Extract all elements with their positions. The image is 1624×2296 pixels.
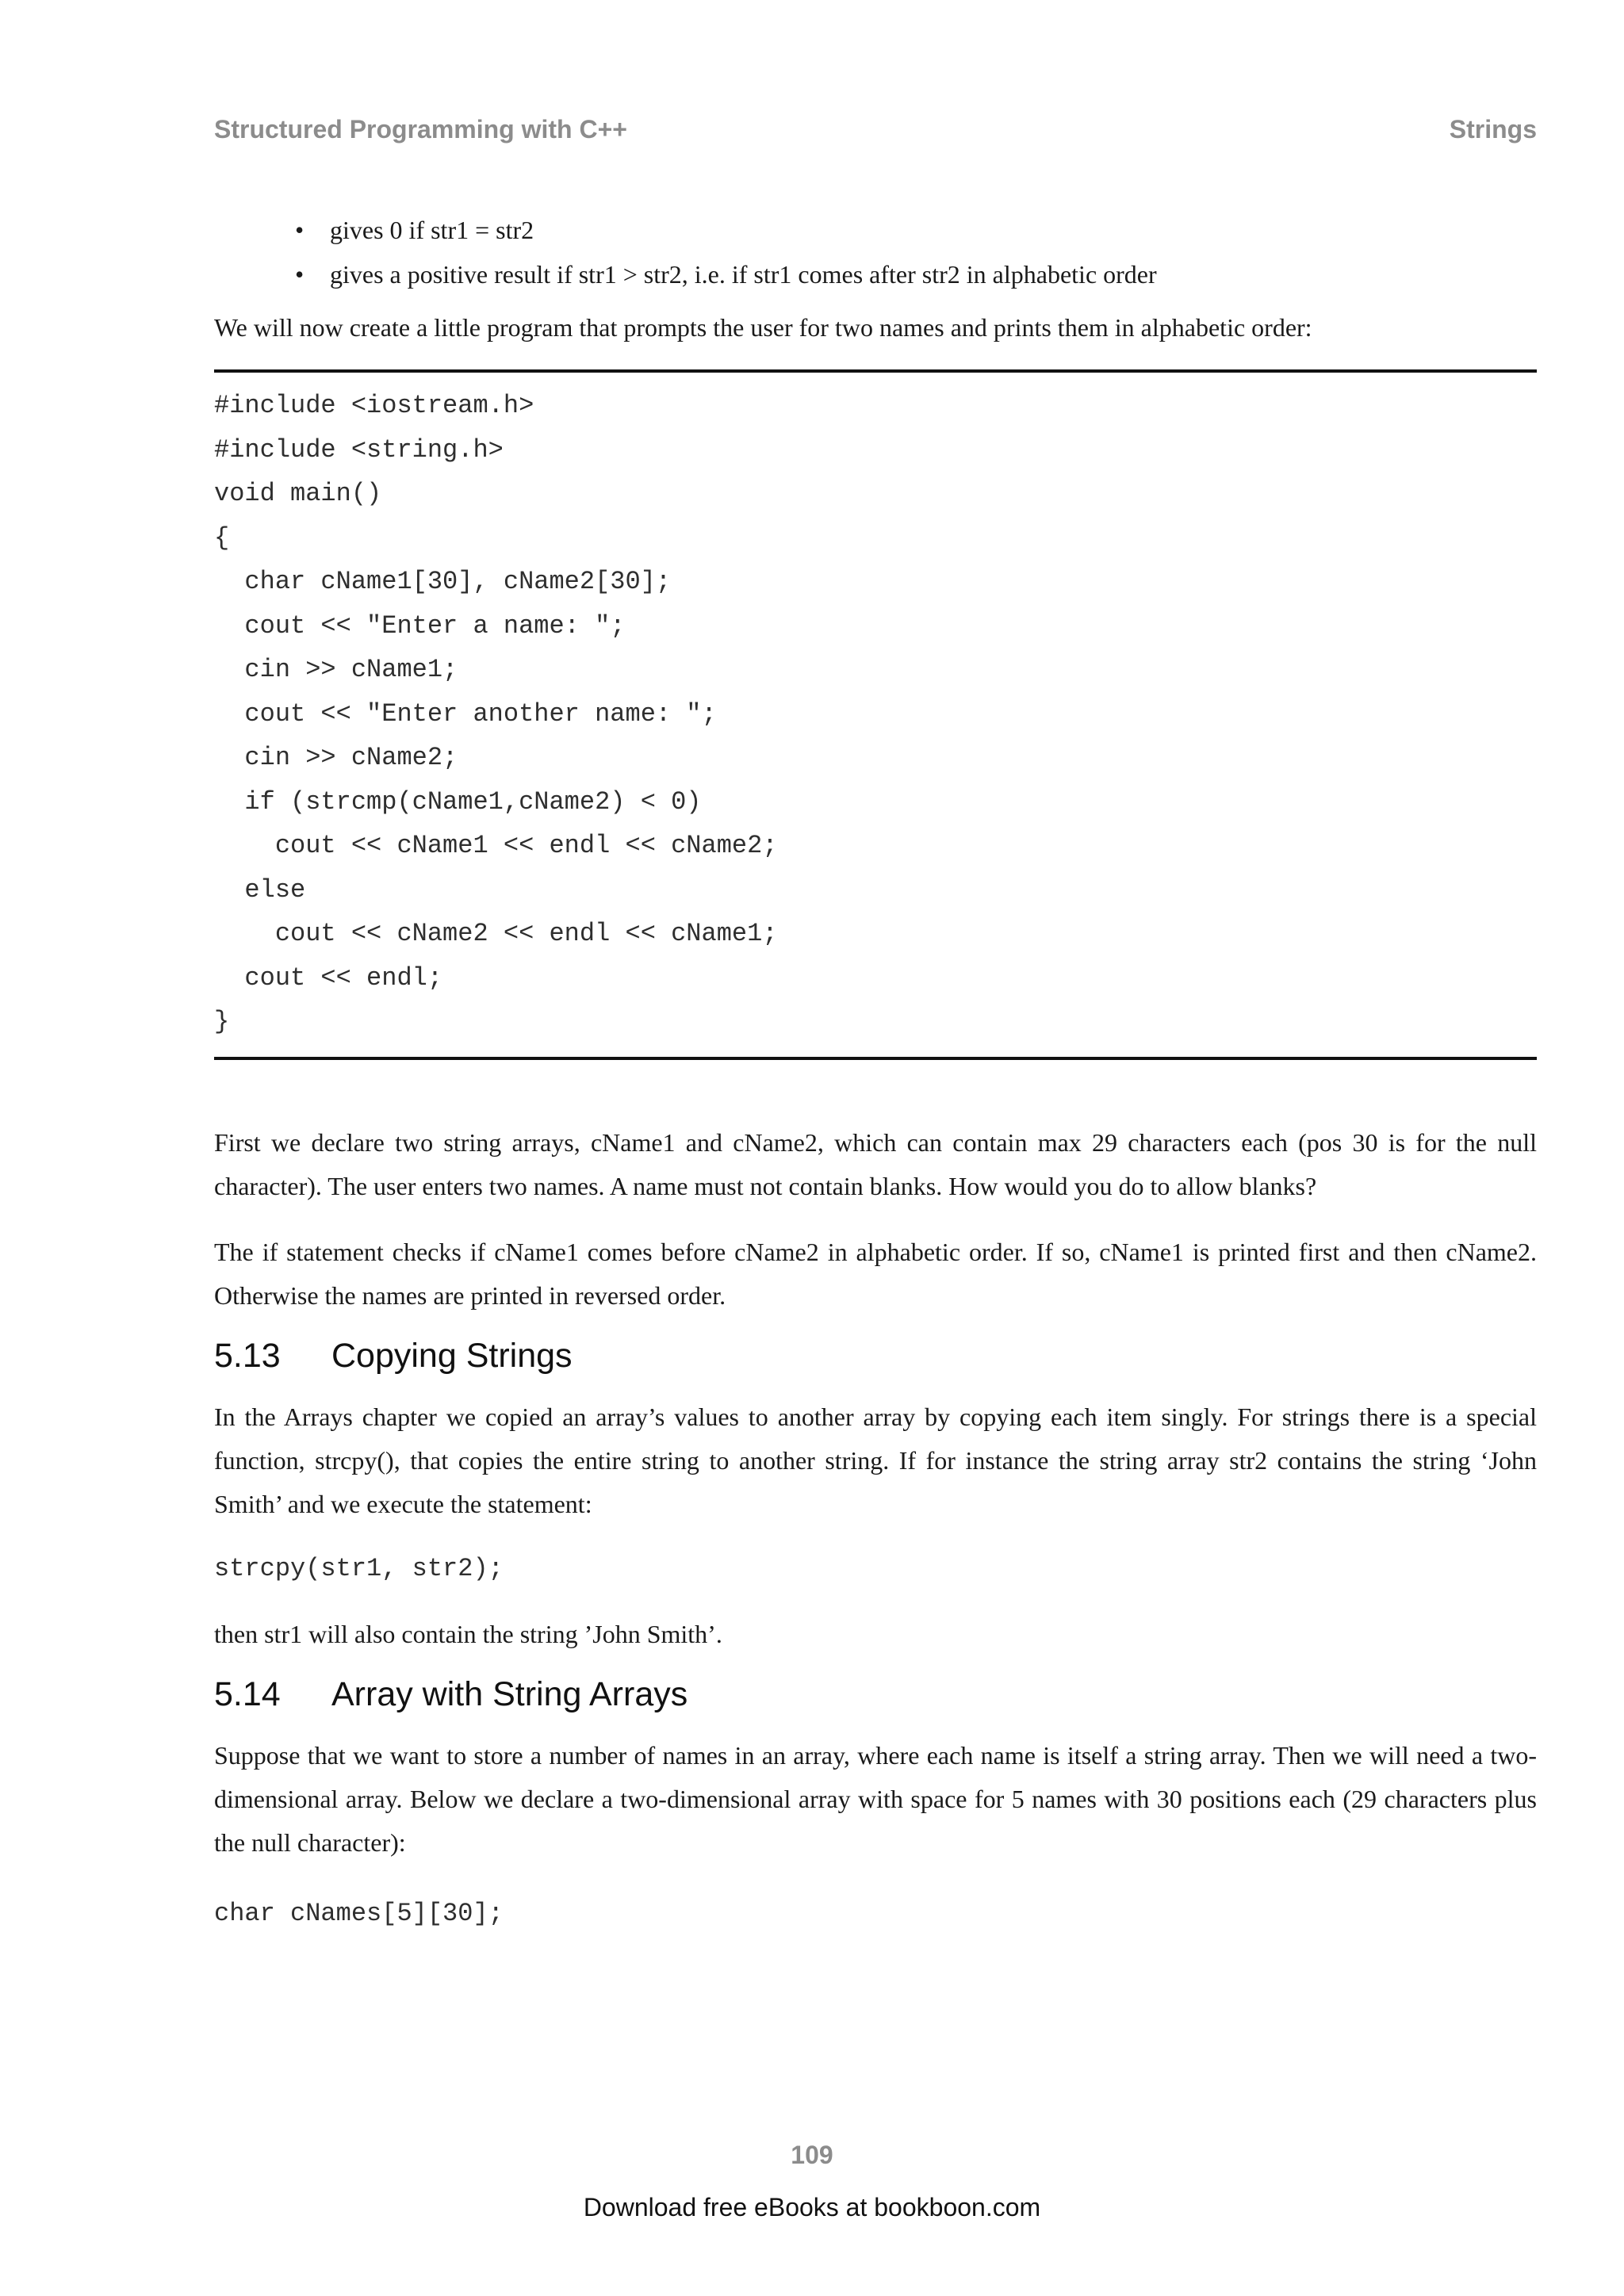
page-content (214, 208, 1537, 1930)
section-heading-array-with-string-arrays (214, 1672, 1537, 1716)
code-snippet: char cNames[5][30]; (214, 1898, 504, 1928)
section-paragraph: In the Arrays chapter we copied an array’s values to another array by copying each item singly. For strings there is a special function, strcpy(), that copies the entire string to another string. If for instance the string array str2 contains the string ‘John Smith’ and we execute the statement: (214, 1402, 1537, 1518)
list-item: • gives 0 if str1 = str2 (330, 208, 1537, 252)
section-number: 5.13 (214, 1336, 281, 1375)
code-snippet: strcpy(str1, str2); (214, 1553, 504, 1583)
section-paragraph: then str1 will also contain the string ’John Smith’. (214, 1619, 722, 1648)
explanation-paragraph: First we declare two string arrays, cName1 and cName2, which can contain max 29 characters each (pos 30 is for the null character). The user enters two names. A name must not contain blanks. How would you do to allow blanks? (214, 1127, 1537, 1200)
code-line: else (214, 874, 306, 905)
code-line: if (strcmp(cName1,cName2) < 0) (214, 786, 702, 817)
book-title: Structured Programming with C++ (214, 115, 627, 144)
code-line: } (214, 1007, 230, 1036)
section-heading-copying-strings (214, 1334, 1537, 1378)
code-listing (214, 369, 1537, 1060)
code-line: #include <string.h> (214, 434, 504, 465)
intro-paragraph: We will now create a little program that prompts the user for two names and prints them in alphabetic order: (214, 313, 1312, 342)
explanation-paragraph: The if statement checks if cName1 comes before cName2 in alphabetic order. If so, cName1 is printed first and then cName2. Otherwise the names are printed in reversed order. (214, 1237, 1537, 1310)
page-number: 109 (791, 2141, 833, 2169)
section-title: Copying Strings (331, 1336, 573, 1375)
code-line: cout << "Enter a name: "; (214, 610, 626, 641)
list-item: • gives a positive result if str1 > str2, i.e. if str1 comes after str2 in alphabetic order (330, 252, 1537, 297)
section-title: Array with String Arrays (331, 1674, 688, 1713)
code-line: #include <iostream.h> (214, 391, 534, 420)
chapter-title: Strings (1449, 115, 1537, 144)
code-line: cout << cName1 << endl << cName2; (214, 831, 778, 860)
code-line: char cName1[30], cName2[30]; (214, 567, 672, 596)
section-number: 5.14 (214, 1674, 281, 1713)
code-line: { (214, 522, 230, 553)
code-line: cin >> cName1; (214, 655, 458, 684)
bullet-list (214, 208, 1537, 297)
footer-link[interactable]: Download free eBooks at bookboon.com (583, 2193, 1041, 2221)
code-line: cout << cName2 << endl << cName1; (214, 919, 778, 948)
code-line: void main() (214, 479, 382, 508)
code-line: cout << endl; (214, 962, 443, 993)
section-paragraph: Suppose that we want to store a number of names in an array, where each name is itself a string array. Then we will need a two-dimensional array. Below we declare a two-dimensional array with space for 5 names with 30 positions each (29 characters plus the null character): (214, 1740, 1537, 1857)
running-header (214, 115, 1537, 144)
code-line: cin >> cName2; (214, 743, 458, 772)
code-line: cout << "Enter another name: "; (214, 698, 717, 729)
